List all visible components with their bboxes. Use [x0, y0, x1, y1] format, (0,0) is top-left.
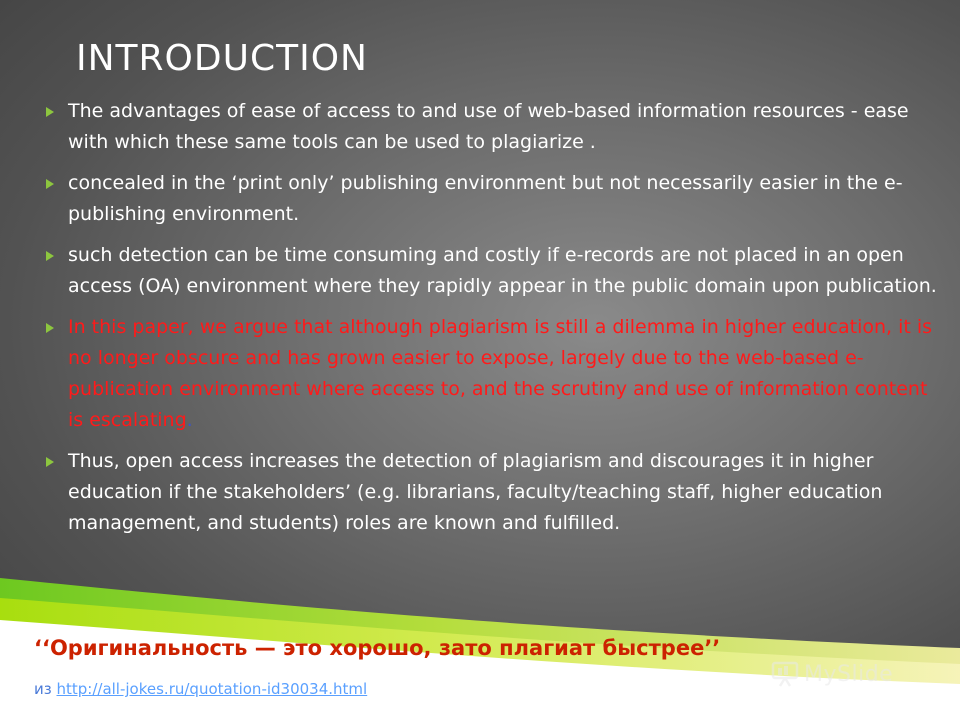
bullet-list — [44, 96, 940, 549]
source-prefix: из — [34, 680, 57, 698]
footer-quote: ‘‘Оригинальность — это хорошо, зато плагиат быстрее’’ — [34, 636, 721, 660]
bullet-trailing-period: . — [186, 409, 193, 431]
footer-source — [34, 680, 367, 698]
bullet-text: such detection can be time consuming and costly if e-records are not placed in an open access (OA) environment where they rapidly appear in the public domain upon publication. — [68, 244, 937, 297]
source-link[interactable]: http://all-jokes.ru/quotation-id30034.html — [56, 680, 368, 698]
bullet-text: Thus, open access increases the detection of plagiarism and discourages it in higher education if the stakeholders’ (e.g. librarians, faculty/teaching staff, higher education management, and students) roles are known and fulfilled. — [68, 450, 883, 534]
triangle-bullet-icon — [46, 457, 54, 467]
bullet-text: In this paper, we argue that although plagiarism is still a dilemma in higher education, it is no longer obscure and has grown easier to expose, largely due to the web-based e-publication environment where access to, and the scrutiny and use of information content is escalating — [68, 316, 933, 431]
triangle-bullet-icon — [46, 179, 54, 189]
bullet-item-highlighted — [44, 312, 940, 436]
triangle-bullet-icon — [46, 323, 54, 333]
bullet-item — [44, 96, 940, 158]
slide-title: INTRODUCTION — [76, 38, 368, 79]
bullet-text: concealed in the ‘print only’ publishing environment but not necessarily easier in the e-publishing environment. — [68, 172, 903, 225]
bullet-item — [44, 446, 940, 539]
triangle-bullet-icon — [46, 251, 54, 261]
bullet-item — [44, 240, 940, 302]
myslide-watermark — [770, 660, 893, 688]
presentation-screen-icon — [770, 660, 800, 688]
watermark-text: MySlide — [804, 661, 894, 687]
bullet-item — [44, 168, 940, 230]
bullet-text: The advantages of ease of access to and use of web-based information resources - ease with which these same tools can be used to plagiarize . — [68, 100, 909, 153]
triangle-bullet-icon — [46, 107, 54, 117]
